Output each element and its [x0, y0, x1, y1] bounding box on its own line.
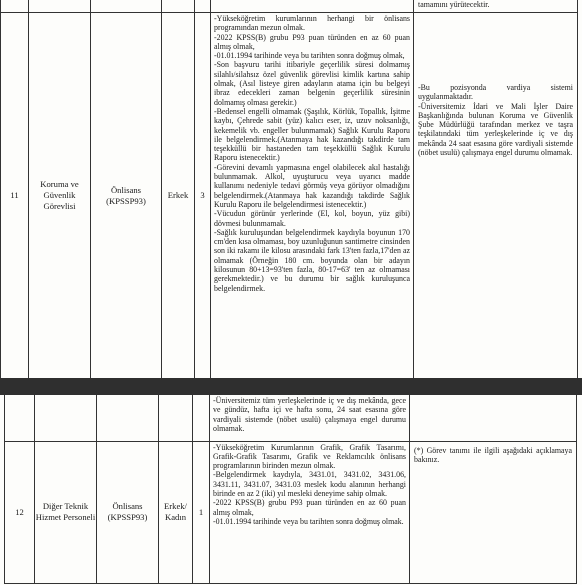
- position-title: Diğer Teknik Hizmet Personeli: [35, 441, 97, 583]
- table-row: [5, 441, 577, 583]
- requirement-item: -2022 KPSS(B) grubu P93 puan türünden en az 60 puan almış olmak,: [214, 32, 410, 51]
- requirement-item: -01.01.1994 tarihinde veya bu tarihten sonra doğmuş olmak,: [214, 51, 405, 61]
- requirement-item: -2022 KPSS(B) grubu P93 puan türünden en az 60 puan almış olmak,: [213, 498, 406, 517]
- requirement-item: -Sağlık kuruluşundan belgelendirmek kaydıyla boyunun 170 cm'den kısa olmaması, boy uzunluğunun santimetre cinsinden son iki rakamı ile kilosu arasındaki fark 13'ten fazla,17'den az olmamak (Örneğin 180 cm. boyunda olan bir adayın kilosunun 80+13=93'ten fazla, 80-17=63' ten az olmaması gerekmektedir.) ve bu durumu bir sağlık kuruluşunca belgelendirmek.: [214, 227, 410, 293]
- requirement-item: -Son başvuru tarihi itibariyle geçerlilik süresi dolmamış silahlı/silahsız özel güvenlik görevlisi kimlik kartına sahip olmak, (Asıl listeye giren adayların atama için bu belgeyi ibraz edecekleri zaman belgenin geçerlilik süresinin dolmamış olması gerekir.): [214, 60, 410, 107]
- requirement-item: -Vücudun görünür yerlerinde (El, kol, boyun, yüz gibi) dövmesi bulunmamak.: [214, 209, 410, 228]
- gender: Erkek/ Kadın: [159, 441, 193, 583]
- gender: Erkek: [162, 13, 195, 379]
- requirement-item: -Yükseköğretim Kurumlarının Grafik, Grafik Tasarımı, Grafik-Grafik Tasarımı, Grafik ve Reklamcılık önlisans programlarının birinden mezun olmak.: [213, 442, 406, 471]
- description-cell: [414, 13, 578, 379]
- previous-description-end: tamamını yürütecektir.: [414, 0, 578, 13]
- description-cell: (*) Görev tanımı ile ilgili aşağıdaki açıklamaya bakınız.: [410, 441, 577, 583]
- row-number: 12: [5, 441, 35, 583]
- requirement-item: -Belgelendirmek kaydıyla, 3431.01, 3431.02, 3431.06, 3431.11, 3431.07, 3431.03 meslek kodu alanının herhangi birinde en az 2 (iki) yıl mesleki deneyime sahip olmak.: [213, 470, 406, 498]
- document-page-2: [0, 395, 582, 585]
- description-item: -Bu pozisyonda vardiya sistemi uygulanmaktadır.: [418, 83, 573, 102]
- requirements-cell: [211, 13, 414, 379]
- position-count: 3: [195, 13, 211, 379]
- description-item: -Üniversitemiz İdari ve Mali İşler Daire Başkanlığında bulunan Koruma ve Güvenlik Şube Müdürlüğü tarafından merkez ve taşra teşkilatındaki tüm yerleşkelerinde iç ve dış mekânda 24 saat esasına göre vardiyali sistemde (nöbet usulü) çalışmaya engel durumu olmamak.: [418, 101, 573, 158]
- requirement-item: -Bedensel engelli olmamak (Şaşılık, Körlük, Topallık, İşitme kaybı, Çehrede sabit (yüz) kalıcı eser, iz, uzuv noksanlığı, kekemelik vb. engeller bulunmamak) Sağlık Kurulu Raporu ile belgelendirmek.(Atanmaya hak kazandığı takdirde tam teşekküllü bir hastaneden tam teşekküllü Sağlık Kurulu Raporu istenecektir.): [214, 106, 410, 163]
- requirement-item: -Yükseköğretim kurumlarının herhangi bir önlisans programından mezun olmak.: [214, 14, 410, 33]
- table-row: [1, 13, 582, 379]
- table-row: [5, 395, 577, 441]
- requirement-item: -Görevini devamlı yapmasına engel olabilecek akıl hastalığı bulunmamak. Alkol, uyuşturucu veya uyarıcı madde kullanımı nedeniyle tedavi görmüş veya görüyor olmadığını belgelendirmek.(Atanmaya hak kazandığı takdirde Sağlık Kurulu Raporu ile belgelendirmesi istenecektir.): [214, 162, 410, 209]
- education-level: Önlisans (KPSSP93): [91, 13, 162, 379]
- requirements-cell: [210, 441, 410, 583]
- requirement-item: -01.01.1994 tarihinde veya bu tarihten sonra doğmuş olmak.: [213, 516, 404, 526]
- positions-table-page-2: [4, 395, 577, 584]
- position-title: Koruma ve Güvenlik Görevlisi: [29, 13, 91, 379]
- row-number: 11: [1, 13, 29, 379]
- page-separator: [0, 378, 582, 395]
- education-level: Önlisans (KPSSP93): [97, 441, 159, 583]
- continued-requirement: -Üniversitemiz tüm yerleşkelerinde iç ve dış mekânda, gece ve gündüz, hafta içi ve hafta sonu, 24 saat esasına göre vardiyali sistemde (nöbet usulü) çalışmaya engel durumu olmamak.: [210, 395, 410, 441]
- position-count: 1: [193, 441, 210, 583]
